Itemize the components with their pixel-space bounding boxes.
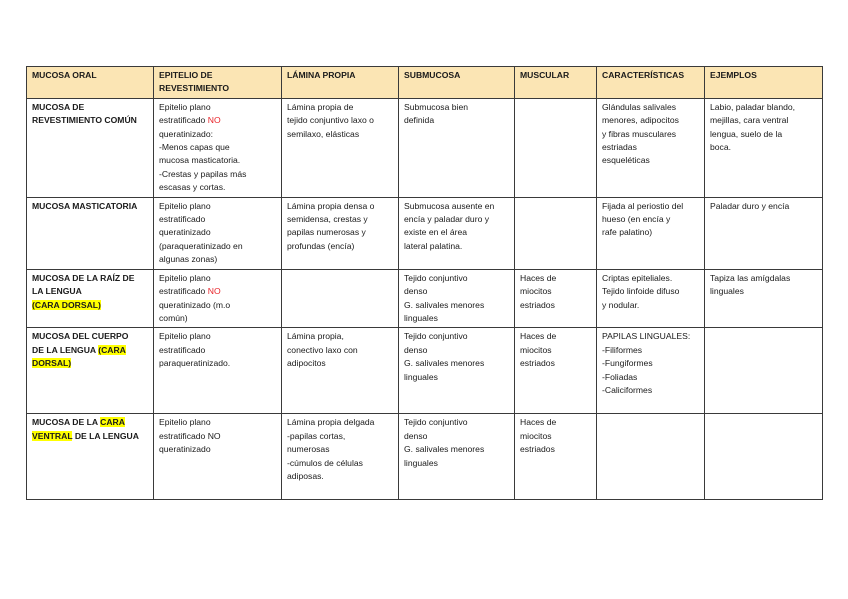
cell-caracteristicas: Glándulas salivales menores, adipocitos y fibras musculares estriadas esqueléticas [597, 98, 705, 197]
cell-caracteristicas [597, 414, 705, 500]
header-submucosa: SUBMUCOSA [399, 67, 515, 99]
cell-mucosa: MUCOSA DE LA RAÍZ DE LA LENGUA (CARA DORSAL) [27, 269, 154, 328]
table-row-cuerpo-lengua [27, 328, 823, 414]
cell-submucosa: Tejido conjuntivo denso G. salivales menores linguales [399, 414, 515, 500]
highlight-text: (CARA DORSAL) [32, 299, 101, 310]
cell-ejemplos [705, 328, 823, 414]
header-row [27, 67, 823, 99]
cell-epitelio: Epitelio plano estratificado paraqueratinizado. [154, 328, 282, 414]
cell-ejemplos [705, 414, 823, 500]
table-row-revestimiento-comun [27, 98, 823, 197]
no-emphasis: NO [207, 286, 221, 297]
header-ejemplos: EJEMPLOS [705, 67, 823, 99]
cell-ejemplos: Tapiza las amígdalas linguales [705, 269, 823, 328]
cell-mucosa: MUCOSA MASTICATORIA [27, 197, 154, 269]
cell-submucosa: Submucosa ausente en encía y paladar duro y existe en el área lateral palatina. [399, 197, 515, 269]
table-row-raiz-lengua [27, 269, 823, 328]
cell-muscular: Haces de miocitos estriados [515, 414, 597, 500]
header-muscular: MUSCULAR [515, 67, 597, 99]
cell-epitelio: Epitelio plano estratificado NO queratinizado (m.o común) [154, 269, 282, 328]
cell-lamina-propia: Lámina propia densa o semidensa, crestas y papilas numerosas y profundas (encía) [282, 197, 399, 269]
cell-muscular [515, 98, 597, 197]
cell-muscular: Haces de miocitos estriados [515, 328, 597, 414]
cell-lamina-propia: Lámina propia, conectivo laxo con adipocitos [282, 328, 399, 414]
header-lamina-propia: LÁMINA PROPIA [282, 67, 399, 99]
highlight-text: DORSAL) [32, 358, 72, 369]
cell-submucosa: Tejido conjuntivo denso G. salivales menores linguales [399, 328, 515, 414]
cell-caracteristicas: Criptas epiteliales. Tejido linfoide difuso y nodular. [597, 269, 705, 328]
cell-caracteristicas: PAPILAS LINGUALES: -Filiformes -Fungiformes -Foliadas -Caliciformes [597, 328, 705, 414]
cell-ejemplos: Paladar duro y encía [705, 197, 823, 269]
cell-muscular [515, 197, 597, 269]
cell-mucosa: MUCOSA DE LA CARA VENTRAL DE LA LENGUA [27, 414, 154, 500]
cell-mucosa: MUCOSA DE REVESTIMIENTO COMÚN [27, 98, 154, 197]
cell-epitelio: Epitelio plano estratificado queratinizado (paraqueratinizado en algunas zonas) [154, 197, 282, 269]
highlight-text: (CARA [98, 344, 126, 355]
cell-muscular: Haces de miocitos estriados [515, 269, 597, 328]
cell-mucosa: MUCOSA DEL CUERPO DE LA LENGUA (CARA DORSAL) [27, 328, 154, 414]
mucosa-oral-table [26, 66, 823, 500]
cell-caracteristicas: Fijada al periostio del hueso (en encía y rafe palatino) [597, 197, 705, 269]
highlight-text: VENTRAL [32, 430, 73, 441]
cell-submucosa: Tejido conjuntivo denso G. salivales menores linguales [399, 269, 515, 328]
cell-lamina-propia: Lámina propia delgada -papilas cortas, numerosas -cúmulos de células adiposas. [282, 414, 399, 500]
header-caracteristicas: CARACTERÍSTICAS [597, 67, 705, 99]
header-epitelio: EPITELIO DE REVESTIMIENTO [154, 67, 282, 99]
cell-epitelio: Epitelio plano estratificado NO queratinizado [154, 414, 282, 500]
cell-lamina-propia [282, 269, 399, 328]
cell-epitelio: Epitelio plano estratificado NO queratinizado: -Menos capas que mucosa masticatoria. -Crestas y papilas más escasas y cortas. [154, 98, 282, 197]
cell-submucosa: Submucosa bien definida [399, 98, 515, 197]
table-row-masticatoria [27, 197, 823, 269]
no-emphasis: NO [207, 115, 221, 126]
cell-lamina-propia: Lámina propia de tejido conjuntivo laxo o semilaxo, elásticas [282, 98, 399, 197]
header-mucosa-oral: MUCOSA ORAL [27, 67, 154, 99]
table-row-cara-ventral [27, 414, 823, 500]
highlight-text: CARA [100, 417, 125, 428]
cell-ejemplos: Labio, paladar blando, mejillas, cara ventral lengua, suelo de la boca. [705, 98, 823, 197]
